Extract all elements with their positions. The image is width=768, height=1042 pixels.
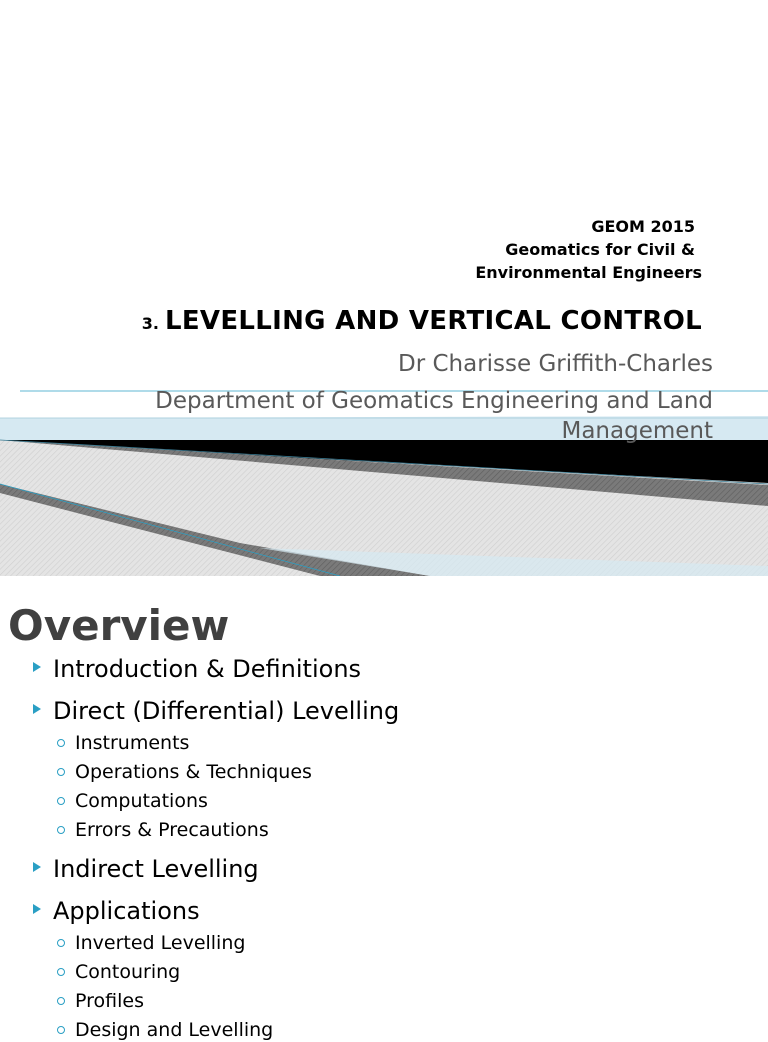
list-item: Indirect Levelling (53, 855, 259, 883)
list-subitem: Profiles (75, 990, 144, 1012)
overview-title: Overview (8, 601, 230, 650)
course-name-line2: Environmental Engineers (475, 263, 702, 282)
lecture-title (142, 306, 702, 336)
course-name-line1: Geomatics for Civil & (505, 240, 695, 259)
bullet-circle-icon (57, 797, 65, 805)
lecture-title-text: LEVELLING AND VERTICAL CONTROL (164, 306, 702, 336)
lecture-number: 3. (141, 314, 159, 333)
bullet-circle-icon (57, 768, 65, 776)
bullet-circle-icon (57, 739, 65, 747)
list-subitem: Operations & Techniques (75, 761, 312, 783)
bullet-arrow-icon (33, 904, 41, 914)
course-code: GEOM 2015 (591, 217, 695, 236)
bullet-circle-icon (57, 939, 65, 947)
bullet-circle-icon (57, 968, 65, 976)
list-subitem: Computations (75, 790, 208, 812)
list-subitem: Instruments (75, 732, 190, 754)
list-item: Applications (53, 897, 200, 925)
list-subitem: Design and Levelling (75, 1019, 274, 1041)
bullet-arrow-icon (33, 662, 41, 672)
bullet-circle-icon (57, 826, 65, 834)
department-name: Department of Geomatics Engineering and Land Management (155, 388, 713, 444)
author-name: Dr Charisse Griffith-Charles (398, 351, 713, 377)
list-item: Direct (Differential) Levelling (53, 697, 400, 725)
bullet-arrow-icon (33, 862, 41, 872)
bullet-circle-icon (57, 997, 65, 1005)
list-subitem: Inverted Levelling (75, 932, 246, 954)
list-subitem: Errors & Precautions (75, 819, 269, 841)
list-subitem: Contouring (75, 961, 181, 983)
bullet-circle-icon (57, 1026, 65, 1034)
bullet-arrow-icon (33, 704, 41, 714)
list-item: Introduction & Definitions (53, 655, 362, 683)
